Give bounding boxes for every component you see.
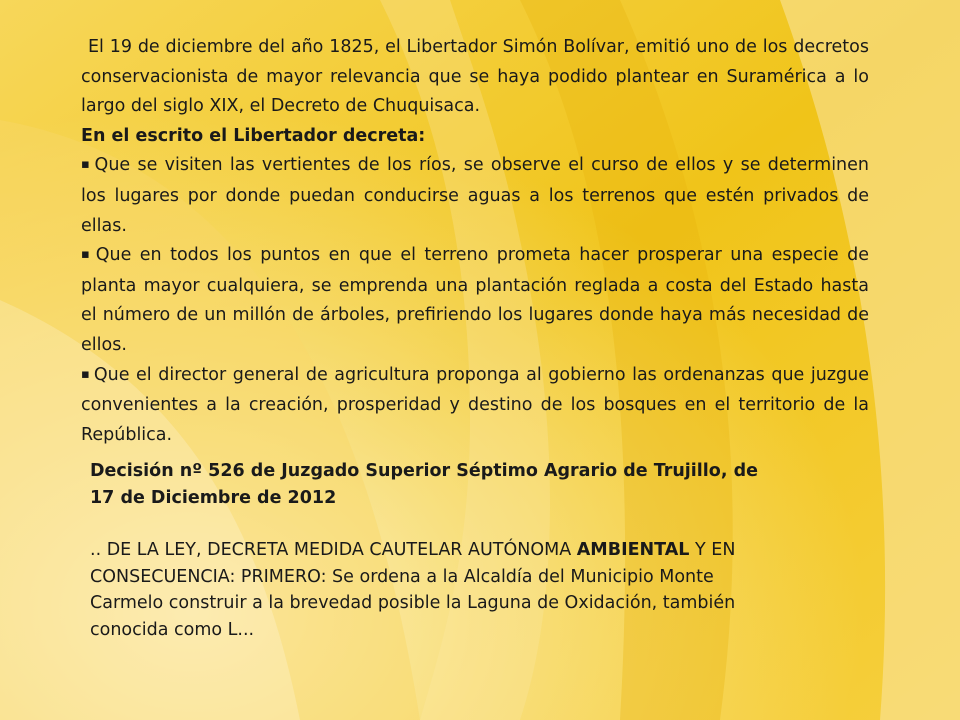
bullet-text: Que en todos los puntos en que el terreno prometa hacer prosperar una especie de planta mayor cualquiera, se emprenda una plantación reglada a costa del Estado hasta el número de un millón de árboles, prefiriendo los lugares donde haya más necesidad de ellos. [81, 245, 869, 355]
decree-section [81, 33, 869, 450]
intro-paragraph: El 19 de diciembre del año 1825, el Libertador Simón Bolívar, emitió uno de los decretos conservacionista de mayor relevancia que se haya podido plantear en Suramérica a lo largo del siglo XIX, el Decreto de Chuquisaca. [81, 37, 869, 117]
spacer [90, 511, 780, 537]
decision-text [90, 537, 780, 643]
decision-text-part: Y EN CONSECUENCIA: PRIMERO: Se ordena a la Alcaldía del Municipio Monte Carmelo construir a la brevedad posible la Laguna de Oxidación, también conocida como L... [90, 540, 736, 640]
bullet-icon: ▪ [81, 366, 91, 382]
bullet-item [81, 241, 869, 360]
decision-text-part: .. DE LA LEY, DECRETA MEDIDA CAUTELAR AUTÓNOMA [90, 540, 577, 560]
decision-section [90, 458, 780, 643]
bullet-text: Que se visiten las vertientes de los ríos, se observe el curso de ellos y se determinen los lugares por donde puedan conducirse aguas a los terrenos que estén privados de ellas. [81, 155, 869, 236]
bullet-icon: ▪ [81, 247, 93, 263]
bullet-item [81, 151, 869, 241]
bullet-text: Que el director general de agricultura proponga al gobierno las ordenanzas que juzgue convenientes a la creación, prosperidad y destino de los bosques en el territorio de la República. [81, 364, 869, 445]
decree-heading: En el escrito el Libertador decreta: [81, 125, 426, 146]
decision-text-emphasis: AMBIENTAL [576, 540, 690, 560]
decision-title: Decisión nº 526 de Juzgado Superior Séptimo Agrario de Trujillo, de 17 de Diciembre de 2012 [90, 461, 758, 508]
bullet-item [81, 361, 869, 451]
bullet-icon: ▪ [81, 157, 92, 173]
